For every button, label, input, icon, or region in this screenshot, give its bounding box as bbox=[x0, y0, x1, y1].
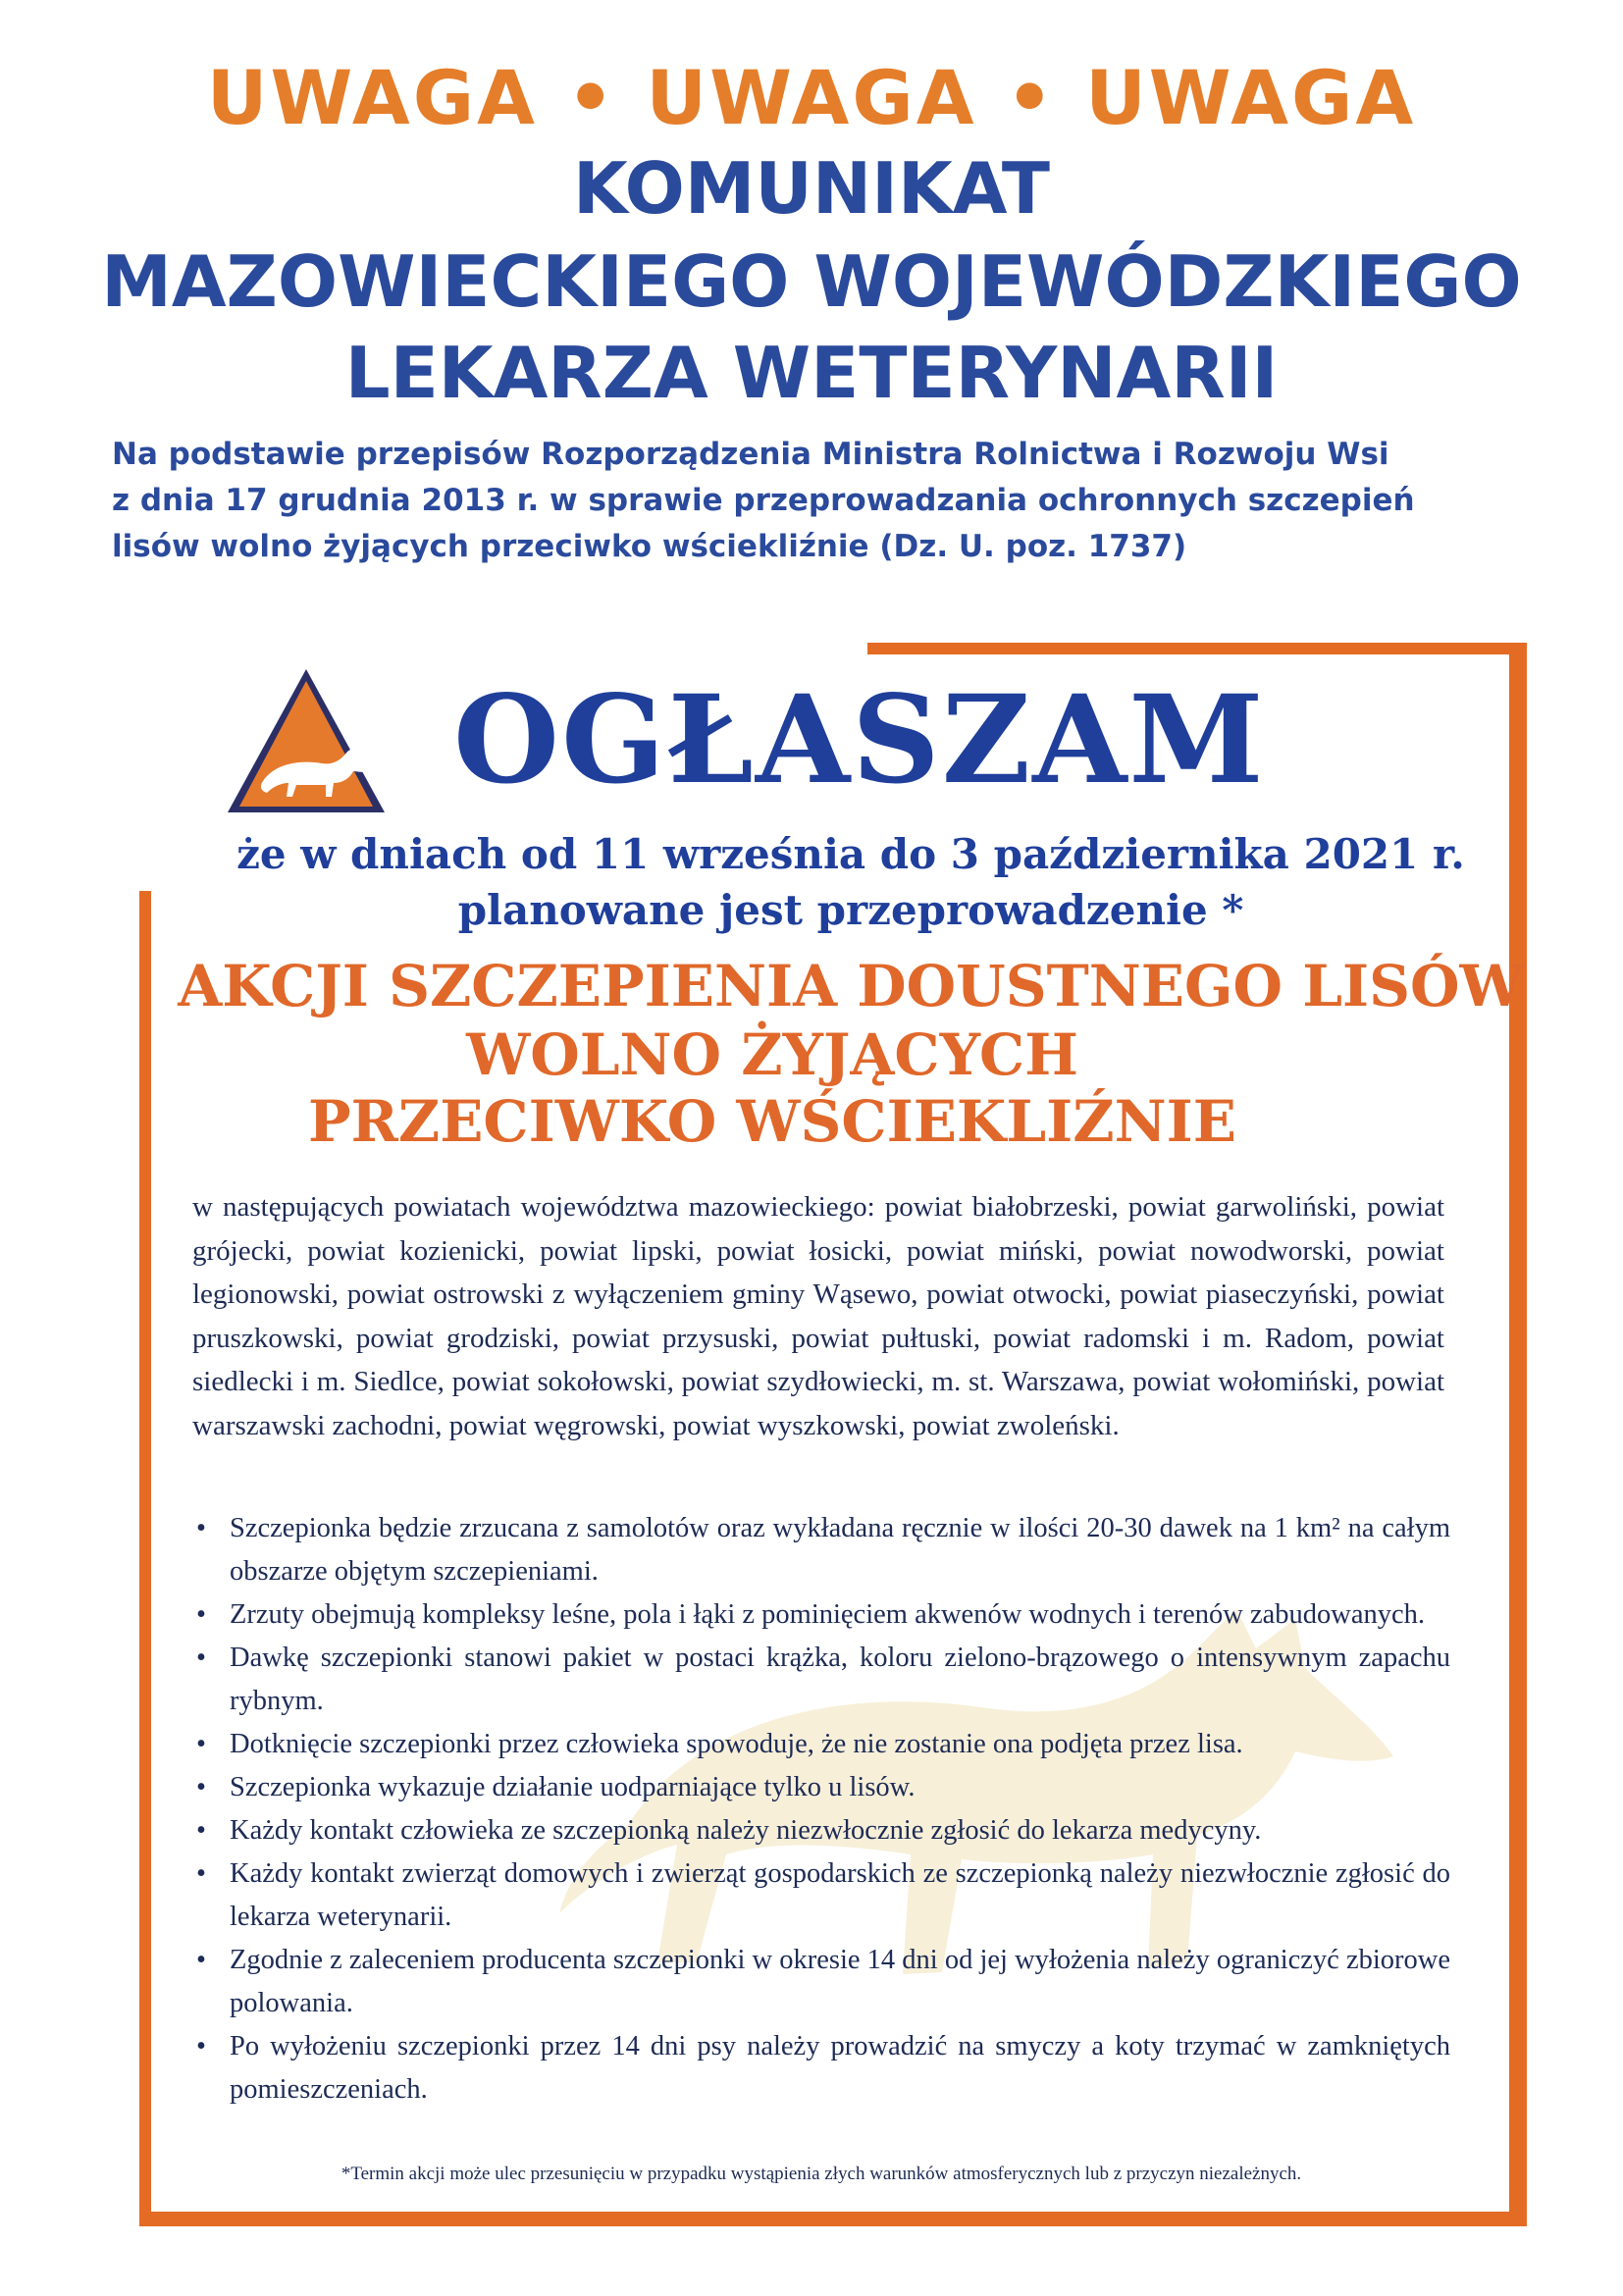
frame-border-bottom bbox=[139, 2212, 1527, 2226]
info-bullet: • Dotknięcie szczepionki przez człowieka spowoduje, że nie zostanie ona podjęta przez lisa. bbox=[192, 1723, 1450, 1766]
info-bullet-list bbox=[192, 1507, 1450, 2112]
frame-border-top bbox=[867, 643, 1527, 654]
title-authority-line: MAZOWIECKIEGO WOJEWÓDZKIEGO bbox=[101, 240, 1522, 323]
legal-basis-line: Na podstawie przepisów Rozporządzenia Ministra Rolnictwa i Rozwoju Wsi bbox=[112, 437, 1389, 472]
info-bullet: • Po wyłożeniu szczepionki przez 14 dni psy należy prowadzić na smyczy a koty trzymać w zamkniętych pomieszczeniach. bbox=[192, 2025, 1450, 2112]
fox-warning-sign-icon bbox=[224, 665, 389, 818]
info-bullet: • Zrzuty obejmują kompleksy leśne, pola i łąki z pominięciem akwenów wodnych i terenów zabudowanych. bbox=[192, 1593, 1450, 1637]
announcement-planned: planowane jest przeprowadzenie * bbox=[457, 886, 1244, 934]
legal-basis-line: lisów wolno żyjących przeciwko wściekliźnie (Dz. U. poz. 1737) bbox=[112, 529, 1187, 564]
title-authority-line-2: LEKARZA WETERYNARII bbox=[344, 332, 1279, 414]
info-bullet: • Szczepionka będzie zrzucana z samolotów oraz wykładana ręcznie w ilości 20-30 dawek na 1 km² na całym obszarze objętym szczepieniami. bbox=[192, 1507, 1450, 1593]
info-bullet: • Dawkę szczepionki stanowi pakiet w postaci krążka, koloru zielono-brązowego o intensywnym zapachu rybnym. bbox=[192, 1637, 1450, 1723]
info-bullet: • Zgodnie z zaleceniem producenta szczepionki w okresie 14 dni od jej wyłożenia należy ograniczyć zbiorowe polowania. bbox=[192, 1939, 1450, 2025]
info-bullet: • Każdy kontakt człowieka ze szczepionką należy niezwłocznie zgłosić do lekarza medycyny. bbox=[192, 1809, 1450, 1852]
info-bullet: • Każdy kontakt zwierząt domowych i zwierząt gospodarskich ze szczepionką należy niezwłocznie zgłosić do lekarza weterynarii. bbox=[192, 1852, 1450, 1939]
action-title-line: AKCJI SZCZEPIENIA DOUSTNEGO LISÓW bbox=[178, 953, 1524, 1019]
districts-list: w następujących powiatach województwa mazowieckiego: powiat białobrzeski, powiat garwoliński, powiat grójecki, powiat kozienicki, powiat lipski, powiat łosicki, powiat miński, powiat nowodworski, powiat legionowski, powiat ostrowski z wyłączeniem gminy Wąsewo, powiat otwocki, powiat piaseczyński, powiat pruszkowski, powiat grodziski, powiat przysuski, powiat pułtuski, powiat radomski i m. Radom, powiat siedlecki i m. Siedlce, powiat sokołowski, powiat szydłowiecki, m. st. Warszawa, powiat wołomiński, powiat warszawski zachodni, powiat węgrowski, powiat wyszkowski, powiat zwoleński. bbox=[192, 1191, 1444, 1441]
title-komunikat: KOMUNIKAT bbox=[573, 147, 1050, 230]
uwaga-header: UWAGA • UWAGA • UWAGA bbox=[206, 54, 1417, 141]
announcement-heading: OGŁASZAM bbox=[453, 669, 1266, 811]
info-bullet: • Szczepionka wykazuje działanie uodparniające tylko u lisów. bbox=[192, 1766, 1450, 1809]
legal-basis-line: z dnia 17 grudnia 2013 r. w sprawie przeprowadzania ochronnych szczepień bbox=[112, 483, 1415, 518]
footnote: *Termin akcji może ulec przesunięciu w przypadku wystąpienia złych warunków atmosferycznych lub z przyczyn niezależnych. bbox=[340, 2164, 1302, 2184]
legal-basis bbox=[112, 432, 1525, 570]
announcement-dates: że w dniach od 11 września do 3 października 2021 r. bbox=[236, 830, 1465, 878]
action-title-line: WOLNO ŻYJĄCYCH bbox=[466, 1021, 1078, 1088]
action-title-line: PRZECIWKO WŚCIEKLIŹNIE bbox=[308, 1088, 1236, 1155]
